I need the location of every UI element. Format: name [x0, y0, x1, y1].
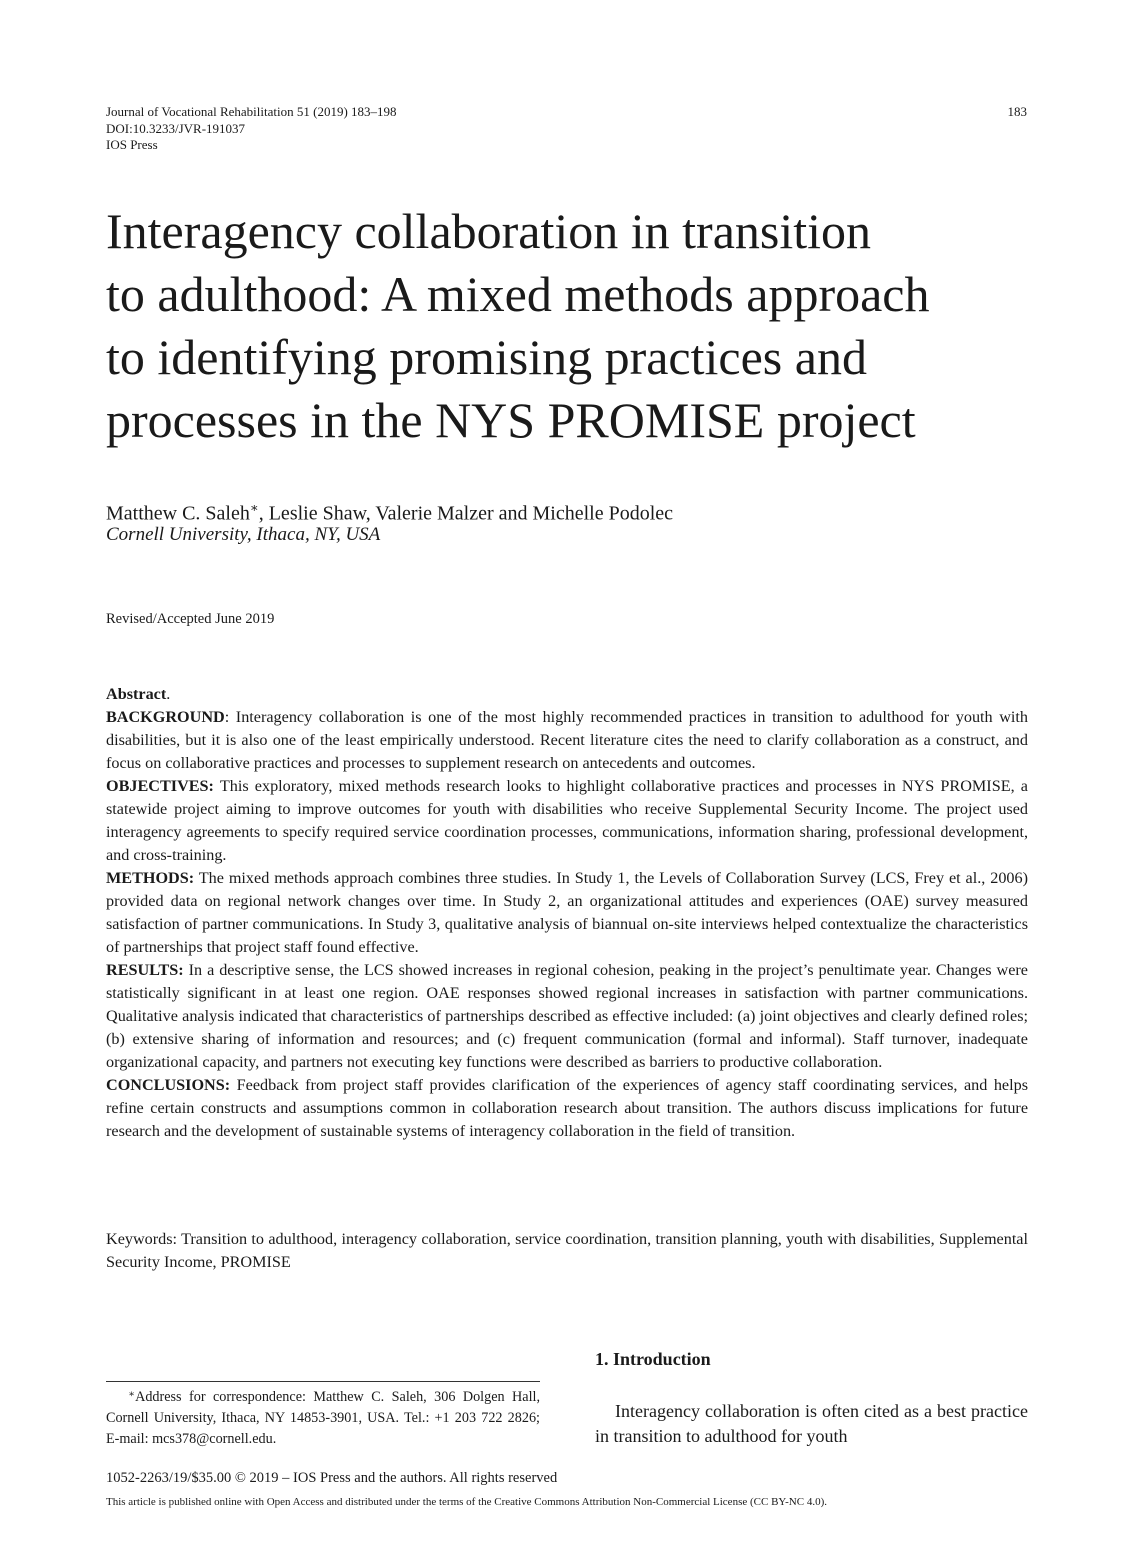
keywords: Keywords: Transition to adulthood, interagency collaboration, service coordination, transition planning, youth with disabilities, Supplemental Security Income, PROMISE [106, 1230, 1028, 1271]
abstract-background: BACKGROUND: Interagency collaboration is one of the most highly recommended practices in transition to adulthood for youth with disabilities, but it is also one of the least empirically understood. Recent literature cites the need to clarify collaboration as a construct, and focus on collaborative practices and processes to supplement research on antecedents and outcomes. [106, 708, 1028, 772]
affiliation: Cornell University, Ithaca, NY, USA [106, 524, 381, 545]
section-heading-introduction: 1. Introduction [595, 1349, 711, 1369]
abstract [106, 683, 1028, 1143]
title-line: to adulthood: A mixed methods approach [106, 266, 930, 322]
abstract-heading: Abstract. [106, 685, 171, 703]
abstract-conclusions: CONCLUSIONS: Feedback from project staff provides clarification of the experiences of agency staff coordinating services, and helps refine certain constructs and assumptions common in collaboration research about transition. The authors discuss implications for future research and the development of sustainable systems of interagency collaboration in the field of transition. [106, 1076, 1028, 1140]
lead-author: Matthew C. Saleh [106, 502, 250, 525]
title-line: processes in the NYS PROMISE project [106, 392, 916, 448]
footnote-mark: ∗ [128, 1389, 136, 1400]
correspondence-footnote [106, 1384, 540, 1450]
page-number: 183 [1007, 104, 1027, 119]
footnote-text: Address for correspondence: Matthew C. Saleh, 306 Dolgen Hall, Cornell University, Ithaca, NY 14853-3901, USA. Tel.: +1 203 722 2826; E-mail: mcs378@cornell.edu. [106, 1389, 541, 1447]
article-title [106, 200, 1046, 452]
co-authors: , Leslie Shaw, Valerie Malzer and Michelle Podolec [258, 502, 674, 525]
abstract-methods: METHODS: The mixed methods approach combines three studies. In Study 1, the Levels of Collaboration Survey (LCS, Frey et al., 2006) provided data on regional network changes over time. In Study 2, an organizational attitudes and experiences (OAE) survey measured satisfaction of partner communications. In Study 3, qualitative analysis of biannual on-site interviews helped contextualize the characteristics of partnerships that project staff found effective. [106, 869, 1028, 956]
title-line: to identifying promising practices and [106, 329, 867, 385]
correspondence-mark: ∗ [249, 500, 259, 515]
copyright-line: 1052-2263/19/$35.00 © 2019 – IOS Press and the authors. All rights reserved [106, 1470, 558, 1486]
footnote-divider [106, 1381, 540, 1382]
journal-header [106, 104, 397, 154]
introduction-text: Interagency collaboration is often cited as a best practice in transition to adulthood for youth [595, 1401, 1028, 1446]
abstract-objectives: OBJECTIVES: This exploratory, mixed methods research looks to highlight collaborative practices and processes in NYS PROMISE, a statewide project aiming to improve outcomes for youth with disabilities who receive Supplemental Security Income. The project used interagency agreements to specify required service coordination processes, communications, information sharing, professional development, and cross-training. [106, 777, 1028, 864]
journal-citation: Journal of Vocational Rehabilitation 51 (2019) 183–198 [106, 104, 397, 119]
license-line: This article is published online with Open Access and distributed under the terms of the Creative Commons Attribution Non-Commercial License (CC BY-NC 4.0). [106, 1496, 827, 1508]
abstract-results: RESULTS: In a descriptive sense, the LCS showed increases in regional cohesion, peaking in the project’s penultimate year. Changes were statistically significant in at least one region. OAE responses showed regional increases in satisfaction with partner communications. Qualitative analysis indicated that characteristics of partnerships described as effective included: (a) joint objectives and clearly defined roles; (b) extensive sharing of information and resources; and (c) frequent communication (formal and informal). Staff turnover, inadequate organizational capacity, and partners not executing key functions were described as barriers to productive collaboration. [106, 961, 1028, 1071]
publisher: IOS Press [106, 137, 158, 152]
revised-date: Revised/Accepted June 2019 [106, 611, 275, 627]
title-line: Interagency collaboration in transition [106, 203, 872, 259]
doi: DOI:10.3233/JVR-191037 [106, 120, 246, 136]
